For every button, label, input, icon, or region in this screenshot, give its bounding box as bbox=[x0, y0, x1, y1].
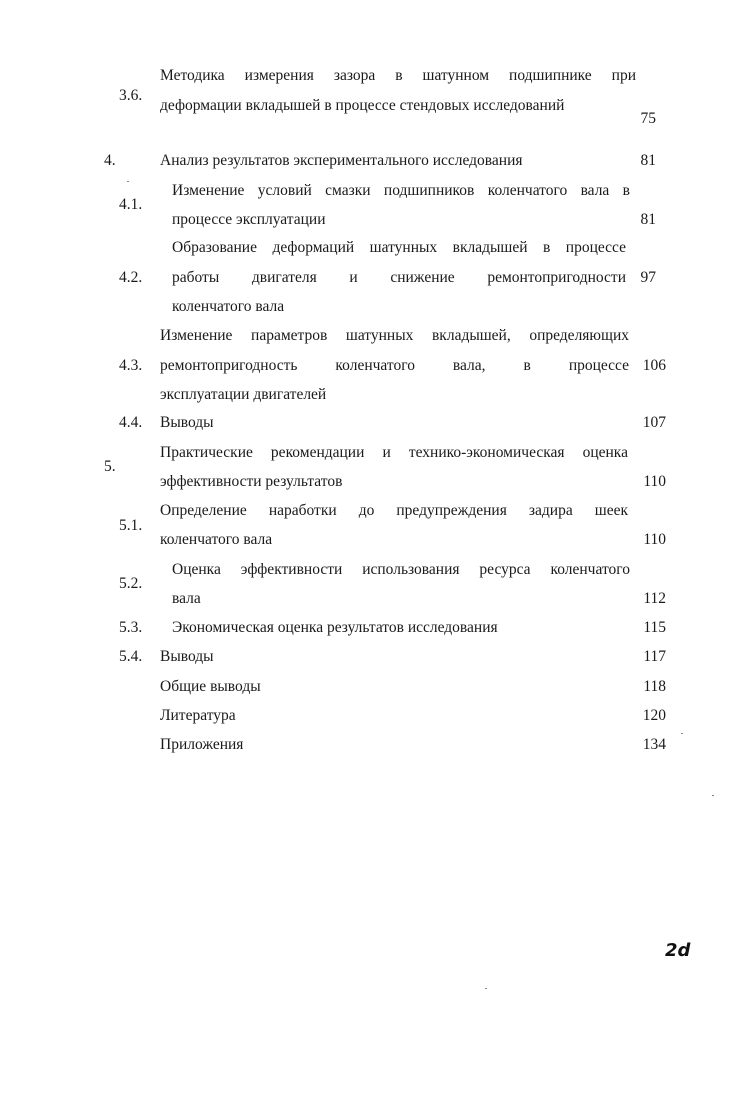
toc-title-line: Приложения bbox=[160, 736, 244, 753]
toc-page-number: 97 bbox=[640, 269, 656, 286]
toc-title-line: Образование деформаций шатунных вкладышей в процессе bbox=[172, 239, 626, 256]
toc-page-number: 110 bbox=[643, 531, 666, 548]
toc-number: 4.4. bbox=[119, 414, 143, 431]
toc-title-line: Оценка эффективности использования ресурса коленчатого bbox=[172, 561, 630, 578]
toc-title-line: процессе эксплуатации bbox=[172, 211, 326, 228]
toc-title-line: деформации вкладышей в процессе стендовых исследований bbox=[160, 97, 565, 114]
toc-page-number: 81 bbox=[640, 152, 656, 169]
toc-title-line: Изменение параметров шатунных вкладышей, определяющих bbox=[160, 327, 629, 344]
toc-number: 5.3. bbox=[119, 619, 143, 636]
toc-title-line: Выводы bbox=[160, 414, 214, 431]
toc-number: 5.1. bbox=[119, 517, 143, 534]
toc-title-line: Анализ результатов экспериментального исследования bbox=[160, 152, 523, 169]
toc-number: 4.1. bbox=[119, 196, 143, 213]
toc-title-line: Методика измерения зазора в шатунном подшипнике при bbox=[160, 67, 636, 84]
toc-page-number: 107 bbox=[642, 414, 666, 431]
toc-title-line: Практические рекомендации и технико-экономическая оценка bbox=[160, 444, 628, 461]
scan-speck bbox=[712, 795, 714, 796]
toc-title-line: коленчатого вала bbox=[172, 298, 285, 315]
toc-page-number: 115 bbox=[643, 619, 666, 636]
toc-page-number: 112 bbox=[643, 590, 666, 607]
toc-title-line: Общие выводы bbox=[160, 678, 261, 695]
toc-page-number: 120 bbox=[642, 707, 666, 724]
toc-title-line: Изменение условий смазки подшипников коленчатого вала в bbox=[172, 182, 630, 199]
scan-speck bbox=[485, 988, 487, 989]
toc-title-line: коленчатого вала bbox=[160, 531, 273, 548]
toc-page-number: 106 bbox=[642, 357, 666, 374]
toc-page-number: 81 bbox=[640, 211, 656, 228]
toc-page-number: 110 bbox=[643, 473, 666, 490]
toc-page-number: 75 bbox=[640, 110, 656, 127]
toc-page-number: 134 bbox=[642, 736, 666, 753]
handwritten-page-mark: 2d bbox=[665, 940, 691, 961]
toc-title-line: работы двигателя и снижение ремонтопригодности bbox=[172, 269, 626, 286]
toc-number: 4. bbox=[104, 152, 116, 169]
toc-title-line: Литература bbox=[160, 707, 236, 724]
toc-number: 4.2. bbox=[119, 269, 143, 286]
toc-title-line: Экономическая оценка результатов исследования bbox=[172, 619, 498, 636]
scan-speck bbox=[681, 733, 683, 734]
toc-title-line: ремонтопригодность коленчатого вала, в процессе bbox=[160, 357, 629, 374]
toc-page-number: 117 bbox=[643, 648, 666, 665]
toc-number: 5.2. bbox=[119, 575, 143, 592]
toc-title-line: эффективности результатов bbox=[160, 473, 343, 490]
toc-number: 3.6. bbox=[119, 87, 143, 104]
toc-title-line: вала bbox=[172, 590, 201, 607]
toc-title-line: Определение наработки до предупреждения задира шеек bbox=[160, 502, 628, 519]
scan-speck bbox=[127, 181, 129, 182]
toc-page-number: 118 bbox=[643, 678, 666, 695]
toc-number: 4.3. bbox=[119, 357, 143, 374]
toc-number: 5.4. bbox=[119, 648, 143, 665]
toc-number: 5. bbox=[104, 458, 116, 475]
toc-title-line: Выводы bbox=[160, 648, 214, 665]
toc-title-line: эксплуатации двигателей bbox=[160, 386, 327, 403]
